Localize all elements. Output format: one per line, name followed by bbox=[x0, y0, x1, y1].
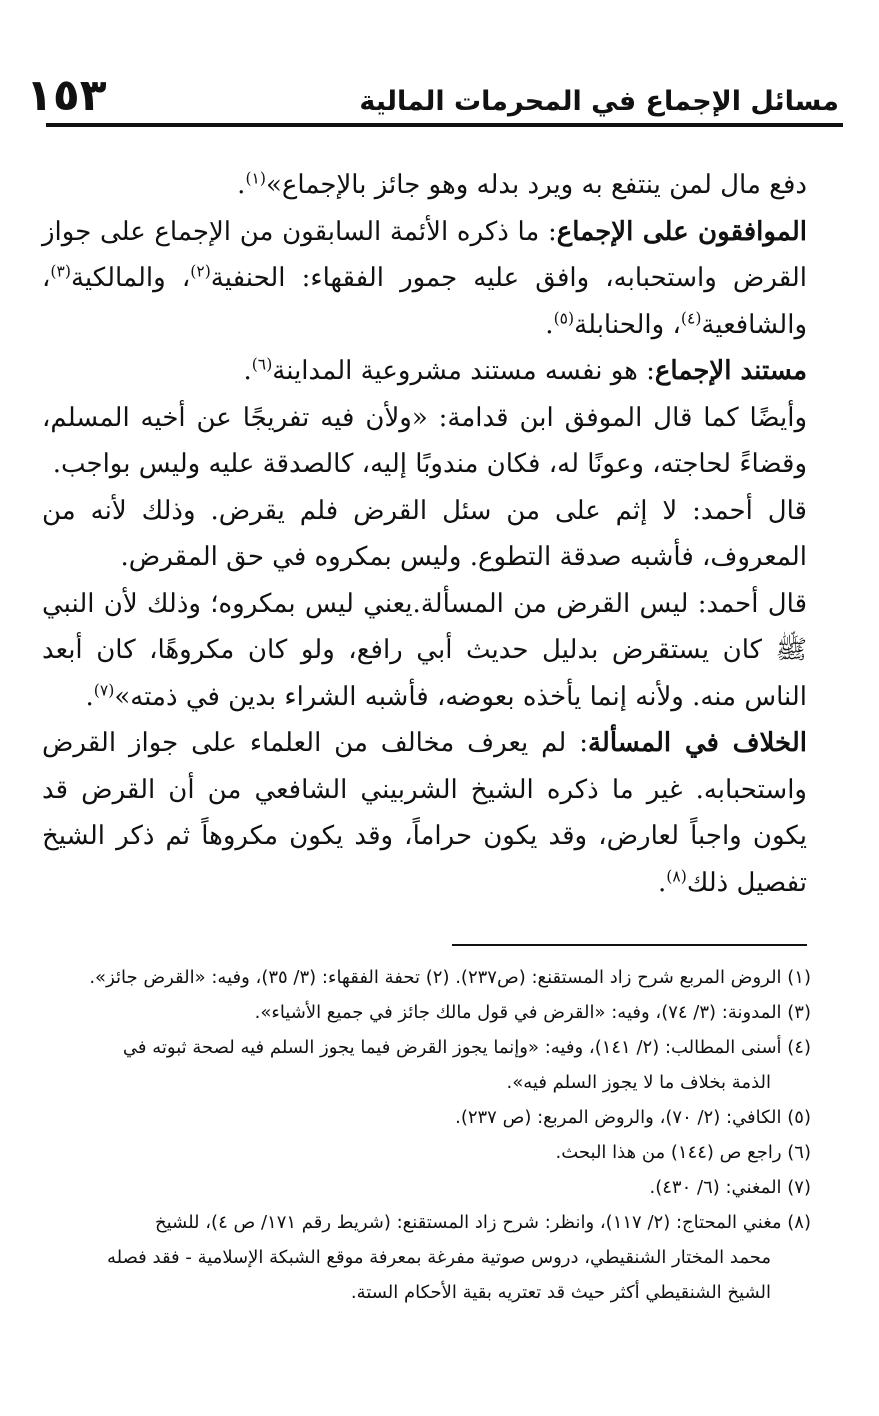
paragraph-text: : لم يعرف مخالف من العلماء على جواز القرض واستحبابه. غير ما ذكره الشيخ الشربيني الشافعي من أن القرض قد يكون واجباً لعارض، وقد يكون حراماً، وقد يكون مكروهاً ثم ذكر الشيخ تفصيل ذلك bbox=[42, 728, 807, 898]
paragraph-text: : هو نفسه مستند مشروعية المداينة bbox=[272, 356, 655, 386]
footnote-ref: (٨) bbox=[666, 866, 687, 885]
footnote-ref: (٥) bbox=[553, 308, 575, 327]
paragraph-text: قال أحمد: ليس القرض من المسألة.يعني ليس بمكروه؛ وذلك لأن النبي ﷺ كان يستقرض بدليل حديث أبي رافع، ولو كان مكروهًا، كان أبعد الناس منه. ولأنه إنما يأخذه بعوضه، فأشبه الشراء بدين في ذمته» bbox=[42, 588, 807, 712]
paragraph: مستند الإجماع: هو نفسه مستند مشروعية المداينة$^{(٦)}$. bbox=[243, 355, 807, 386]
paragraph-text: ، والمالكية bbox=[70, 263, 191, 293]
footnote: (٤) أسنى المطالب: (٢/ ١٤١)، وفيه: «وإنما يجوز القرض فيما يجوز السلم فيه لصحة ثبوته في bbox=[122, 1037, 811, 1058]
paragraph: الموافقون على الإجماع: ما ذكره الأئمة السابقون من الإجماع على جواز القرض واستحبابه، وافق عليه جمور الفقهاء: الحنفية$^{(٢)}$، والمالكية$^{(٣)}$، والشافعية$^{(٤)}$، والحنابلة$^{(٥)}$. bbox=[42, 216, 807, 340]
paragraph: وأيضًا كما قال الموفق ابن قدامة: «ولأن فيه تفريجًا عن أخيه المسلم، وقضاءً لحاجته، وعونًا له، فكان مندوبًا إليه، كالصدقة عليه وليس بواجب. bbox=[42, 402, 807, 479]
footnote-ref: (٤) bbox=[680, 308, 702, 327]
footnote-continuation: الذمة بخلاف ما لا يجوز السلم فيه». bbox=[506, 1072, 771, 1093]
footnote-continuation: محمد المختار الشنقيطي، دروس صوتية مفرغة بمعرفة موقع الشبكة الإسلامية - فقد فصله bbox=[106, 1247, 771, 1268]
paragraph: دفع مال لمن ينتفع به ويرد بدله وهو جائز بالإجماع»$^{(١)}$. bbox=[237, 169, 807, 200]
paragraph-text: : ما ذكره الأئمة السابقون من الإجماع على جواز القرض واستحبابه، وافق عليه جمور الفقهاء: الحنفية bbox=[42, 216, 807, 293]
footnote-rule bbox=[452, 944, 807, 946]
footnote: (٨) مغني المحتاج: (٢/ ١١٧)، وانظر: شرح زاد المستقنع: (شريط رقم ١٧١/ ص ٤)، للشيخ bbox=[154, 1212, 811, 1233]
paragraph: قال أحمد: ليس القرض من المسألة.يعني ليس بمكروه؛ وذلك لأن النبي ﷺ كان يستقرض بدليل حديث أبي رافع، ولو كان مكروهًا، كان أبعد الناس منه. ولأنه إنما يأخذه بعوضه، فأشبه الشراء بدين في ذمته»$^{(٧)}$. bbox=[42, 588, 807, 712]
footnote: (٦) راجع ص (١٤٤) من هذا البحث. bbox=[555, 1142, 811, 1163]
section-lead: مستند الإجماع bbox=[654, 356, 807, 386]
footnote-ref: (١) bbox=[245, 169, 267, 188]
paragraph: قال أحمد: لا إثم على من سئل القرض فلم يقرض. وذلك لأنه من المعروف، فأشبه صدقة التطوع. وليس بمكروه في حق المقرض. bbox=[42, 495, 807, 572]
footnote-ref: (٦) bbox=[251, 355, 273, 374]
footnote: (١) الروض المربع شرح زاد المستقنع: (ص٢٣٧). (٢) تحفة الفقهاء: (٣/ ٣٥)، وفيه: «القرض جائز». bbox=[89, 967, 811, 988]
paragraph-text: ، والشافعية bbox=[42, 263, 807, 340]
paragraph: الخلاف في المسألة: لم يعرف مخالف من العلماء على جواز القرض واستحبابه. غير ما ذكره الشيخ الشربيني الشافعي من أن القرض قد يكون واجباً لعارض، وقد يكون حراماً، وقد يكون مكروهاً ثم ذكر الشيخ تفصيل ذلك$^{(٨)}$. bbox=[42, 728, 807, 898]
footnote-ref: (٣) bbox=[50, 262, 71, 281]
footnote: (٥) الكافي: (٢/ ٧٠)، والروض المربع: (ص ٢٣٧). bbox=[455, 1107, 811, 1128]
page-number: ١٥٣ bbox=[26, 70, 107, 121]
section-lead: الخلاف في المسألة bbox=[587, 728, 807, 758]
footnote-ref: (٢) bbox=[190, 262, 211, 281]
body-text bbox=[42, 162, 807, 906]
footnote: (٣) المدونة: (٣/ ٧٤)، وفيه: «القرض في قول مالك جائز في جميع الأشياء». bbox=[254, 1002, 811, 1023]
running-title: مسائل الإجماع في المحرمات المالية bbox=[359, 86, 839, 117]
footnotes bbox=[36, 960, 811, 1310]
footnote: (٧) المغني: (٦/ ٤٣٠). bbox=[649, 1177, 811, 1198]
paragraph-text: دفع مال لمن ينتفع به ويرد بدله وهو جائز بالإجماع» bbox=[266, 170, 807, 200]
header-rule bbox=[46, 123, 843, 127]
footnote-ref: (٧) bbox=[93, 680, 115, 699]
section-lead: الموافقون على الإجماع bbox=[556, 216, 807, 247]
footnote-continuation: الشيخ الشنقيطي أكثر حيث قد تعتريه بقية الأحكام الستة. bbox=[350, 1282, 771, 1303]
paragraph-text: ، والحنابلة bbox=[574, 309, 681, 340]
